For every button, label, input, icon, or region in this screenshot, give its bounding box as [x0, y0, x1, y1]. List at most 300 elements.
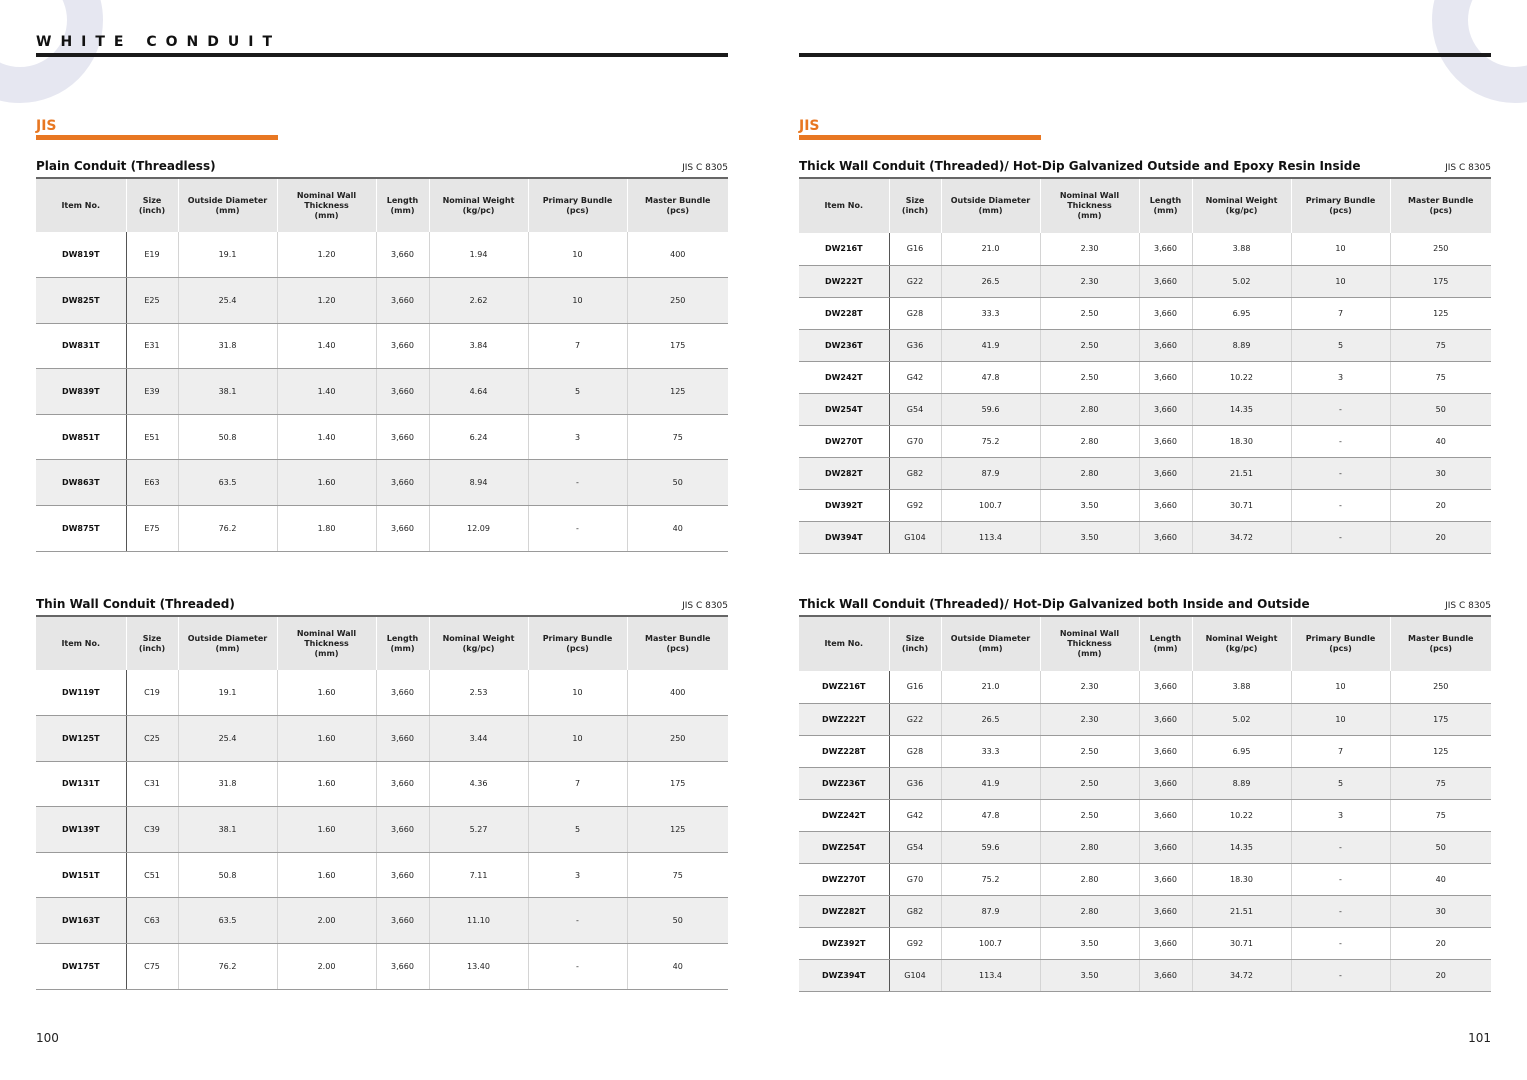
item-number-cell: DW242T	[799, 361, 889, 393]
table-cell: 50	[627, 460, 728, 506]
table-cell: 3,660	[1139, 297, 1192, 329]
spec-table-block	[36, 159, 728, 552]
column-header: Nominal Wall Thickness (mm)	[1040, 178, 1139, 233]
table-cell: 3	[1291, 361, 1390, 393]
table-cell: 175	[627, 761, 728, 807]
table-cell: 8.94	[429, 460, 528, 506]
table-cell: -	[1291, 457, 1390, 489]
table-cell: 400	[627, 670, 728, 716]
column-header: Master Bundle (pcs)	[1390, 616, 1491, 671]
table-cell: 3.50	[1040, 489, 1139, 521]
table-cell: 1.20	[277, 278, 376, 324]
table-cell: 113.4	[941, 521, 1040, 553]
header-rule	[799, 53, 1491, 57]
table-cell: 5	[528, 369, 627, 415]
table-cell: 3,660	[376, 506, 429, 552]
table-cell: G28	[889, 735, 941, 767]
table-cell: 3,660	[376, 369, 429, 415]
table-row	[799, 799, 1491, 831]
table-cell: -	[528, 460, 627, 506]
table-cell: 1.60	[277, 807, 376, 853]
table-cell: 2.80	[1040, 895, 1139, 927]
table-cell: 3,660	[376, 460, 429, 506]
section-tag: JIS	[799, 118, 820, 134]
standard-code: JIS C 8305	[682, 163, 728, 173]
table-row	[36, 898, 728, 944]
table-cell: G36	[889, 329, 941, 361]
table-cell: -	[1291, 489, 1390, 521]
spec-table	[36, 615, 728, 990]
table-cell: 34.72	[1192, 521, 1291, 553]
table-cell: 75.2	[941, 863, 1040, 895]
table-cell: 3.44	[429, 716, 528, 762]
column-header: Master Bundle (pcs)	[627, 616, 728, 670]
column-header: Length (mm)	[1139, 616, 1192, 671]
table-row	[799, 329, 1491, 361]
table-cell: 1.60	[277, 716, 376, 762]
table-row	[799, 927, 1491, 959]
table-cell: 31.8	[178, 323, 277, 369]
table-cell: 10	[1291, 671, 1390, 703]
table-cell: 34.72	[1192, 959, 1291, 991]
column-header: Outside Diameter (mm)	[941, 616, 1040, 671]
table-row	[799, 671, 1491, 703]
table-row	[799, 863, 1491, 895]
table-cell: 21.0	[941, 233, 1040, 265]
table-cell: 3,660	[376, 944, 429, 990]
table-cell: 1.60	[277, 460, 376, 506]
table-cell: 26.5	[941, 703, 1040, 735]
table-cell: 14.35	[1192, 831, 1291, 863]
table-heading	[799, 597, 1491, 615]
table-cell: 3,660	[376, 852, 429, 898]
table-cell: 10.22	[1192, 799, 1291, 831]
table-cell: 47.8	[941, 361, 1040, 393]
item-number-cell: DW131T	[36, 761, 126, 807]
table-row	[799, 265, 1491, 297]
table-cell: G42	[889, 361, 941, 393]
item-number-cell: DWZ216T	[799, 671, 889, 703]
item-number-cell: DW151T	[36, 852, 126, 898]
table-cell: 3,660	[1139, 233, 1192, 265]
table-cell: 3,660	[376, 670, 429, 716]
table-cell: E19	[126, 232, 178, 278]
table-cell: G28	[889, 297, 941, 329]
item-number-cell: DW254T	[799, 393, 889, 425]
table-cell: 13.40	[429, 944, 528, 990]
table-cell: E63	[126, 460, 178, 506]
table-cell: 1.20	[277, 232, 376, 278]
table-cell: 41.9	[941, 329, 1040, 361]
header-rule	[36, 53, 728, 57]
table-title: Plain Conduit (Threadless)	[36, 159, 216, 173]
table-cell: 3,660	[376, 807, 429, 853]
table-cell: 3.88	[1192, 233, 1291, 265]
table-cell: 33.3	[941, 735, 1040, 767]
table-row	[36, 414, 728, 460]
table-cell: C39	[126, 807, 178, 853]
table-cell: 38.1	[178, 369, 277, 415]
table-cell: E39	[126, 369, 178, 415]
table-cell: 50.8	[178, 414, 277, 460]
column-header: Nominal Wall Thickness (mm)	[277, 178, 376, 232]
table-cell: 18.30	[1192, 425, 1291, 457]
table-cell: 14.35	[1192, 393, 1291, 425]
table-cell: G104	[889, 959, 941, 991]
table-cell: 76.2	[178, 944, 277, 990]
table-header-row	[799, 616, 1491, 671]
item-number-cell: DW228T	[799, 297, 889, 329]
table-row	[799, 425, 1491, 457]
table-cell: G16	[889, 233, 941, 265]
table-cell: 30	[1390, 457, 1491, 489]
item-number-cell: DWZ394T	[799, 959, 889, 991]
item-number-cell: DWZ242T	[799, 799, 889, 831]
table-cell: -	[528, 506, 627, 552]
table-cell: 3	[528, 852, 627, 898]
table-cell: 3,660	[1139, 489, 1192, 521]
item-number-cell: DW875T	[36, 506, 126, 552]
table-cell: 5.02	[1192, 265, 1291, 297]
table-cell: 20	[1390, 927, 1491, 959]
column-header: Nominal Wall Thickness (mm)	[1040, 616, 1139, 671]
table-cell: 7	[528, 323, 627, 369]
standard-code: JIS C 8305	[682, 601, 728, 611]
item-number-cell: DW163T	[36, 898, 126, 944]
table-cell: 125	[1390, 297, 1491, 329]
table-cell: 2.80	[1040, 425, 1139, 457]
table-cell: -	[1291, 521, 1390, 553]
spec-table	[799, 615, 1491, 992]
table-cell: 3,660	[376, 232, 429, 278]
table-row	[36, 944, 728, 990]
table-cell: G92	[889, 927, 941, 959]
table-row	[36, 278, 728, 324]
table-cell: 3	[1291, 799, 1390, 831]
spec-table	[36, 177, 728, 552]
table-cell: 87.9	[941, 895, 1040, 927]
table-row	[799, 767, 1491, 799]
column-header: Nominal Wall Thickness (mm)	[277, 616, 376, 670]
table-cell: G70	[889, 863, 941, 895]
table-cell: 250	[627, 716, 728, 762]
table-cell: 50	[1390, 831, 1491, 863]
table-cell: 2.30	[1040, 265, 1139, 297]
column-header: Outside Diameter (mm)	[178, 616, 277, 670]
table-cell: 2.50	[1040, 799, 1139, 831]
table-cell: 2.50	[1040, 361, 1139, 393]
table-cell: 19.1	[178, 232, 277, 278]
column-header: Nominal Weight (kg/pc)	[429, 616, 528, 670]
table-header-row	[799, 178, 1491, 233]
table-cell: 21.0	[941, 671, 1040, 703]
table-title: Thick Wall Conduit (Threaded)/ Hot-Dip Galvanized Outside and Epoxy Resin Inside	[799, 159, 1361, 173]
item-number-cell: DW819T	[36, 232, 126, 278]
item-number-cell: DW851T	[36, 414, 126, 460]
table-cell: 125	[1390, 735, 1491, 767]
section-underline	[799, 135, 1041, 140]
table-cell: 175	[1390, 703, 1491, 735]
table-cell: 2.62	[429, 278, 528, 324]
column-header: Item No.	[36, 616, 126, 670]
item-number-cell: DWZ222T	[799, 703, 889, 735]
table-cell: 3.50	[1040, 959, 1139, 991]
table-cell: -	[1291, 425, 1390, 457]
table-cell: 250	[627, 278, 728, 324]
table-cell: 1.94	[429, 232, 528, 278]
table-cell: 30.71	[1192, 927, 1291, 959]
table-cell: 1.40	[277, 369, 376, 415]
table-cell: 7	[1291, 735, 1390, 767]
table-cell: 3,660	[1139, 265, 1192, 297]
spec-table-block	[799, 159, 1491, 554]
table-heading	[36, 159, 728, 177]
table-cell: 41.9	[941, 767, 1040, 799]
column-header: Item No.	[36, 178, 126, 232]
table-cell: 5	[1291, 767, 1390, 799]
table-cell: 2.50	[1040, 297, 1139, 329]
table-cell: 8.89	[1192, 329, 1291, 361]
table-cell: 10	[528, 716, 627, 762]
table-cell: 40	[1390, 425, 1491, 457]
table-row	[36, 761, 728, 807]
table-row	[799, 831, 1491, 863]
item-number-cell: DWZ236T	[799, 767, 889, 799]
table-heading	[36, 597, 728, 615]
table-row	[799, 457, 1491, 489]
table-row	[799, 361, 1491, 393]
table-cell: 10	[528, 278, 627, 324]
standard-code: JIS C 8305	[1445, 163, 1491, 173]
spec-table-block	[36, 597, 728, 990]
table-cell: 175	[627, 323, 728, 369]
table-cell: 3.84	[429, 323, 528, 369]
table-header-row	[36, 616, 728, 670]
column-header: Nominal Weight (kg/pc)	[429, 178, 528, 232]
column-header: Item No.	[799, 178, 889, 233]
table-cell: 30	[1390, 895, 1491, 927]
column-header: Nominal Weight (kg/pc)	[1192, 616, 1291, 671]
table-header-row	[36, 178, 728, 232]
table-cell: 20	[1390, 959, 1491, 991]
table-cell: 3	[528, 414, 627, 460]
section-underline	[36, 135, 278, 140]
table-cell: 2.00	[277, 944, 376, 990]
table-cell: G54	[889, 393, 941, 425]
table-row	[36, 852, 728, 898]
table-cell: 3,660	[1139, 703, 1192, 735]
item-number-cell: DW222T	[799, 265, 889, 297]
table-cell: 59.6	[941, 831, 1040, 863]
table-cell: 7	[528, 761, 627, 807]
table-cell: C19	[126, 670, 178, 716]
table-title: Thick Wall Conduit (Threaded)/ Hot-Dip Galvanized both Inside and Outside	[799, 597, 1310, 611]
table-cell: 63.5	[178, 898, 277, 944]
table-cell: 3,660	[1139, 863, 1192, 895]
table-cell: 3,660	[1139, 329, 1192, 361]
table-cell: E31	[126, 323, 178, 369]
table-row	[799, 703, 1491, 735]
table-cell: 2.80	[1040, 457, 1139, 489]
table-cell: 2.53	[429, 670, 528, 716]
table-cell: 1.40	[277, 414, 376, 460]
table-cell: 3,660	[376, 761, 429, 807]
table-cell: -	[1291, 863, 1390, 895]
table-row	[799, 521, 1491, 553]
table-cell: G82	[889, 895, 941, 927]
table-row	[36, 232, 728, 278]
table-cell: C31	[126, 761, 178, 807]
column-header: Size (inch)	[126, 616, 178, 670]
section-tag: JIS	[36, 118, 57, 134]
table-cell: 3.50	[1040, 521, 1139, 553]
table-cell: 100.7	[941, 927, 1040, 959]
item-number-cell: DW216T	[799, 233, 889, 265]
table-cell: 18.30	[1192, 863, 1291, 895]
table-cell: E75	[126, 506, 178, 552]
table-cell: 20	[1390, 521, 1491, 553]
table-cell: G70	[889, 425, 941, 457]
table-cell: 5	[528, 807, 627, 853]
column-header: Outside Diameter (mm)	[941, 178, 1040, 233]
table-cell: 40	[627, 506, 728, 552]
table-cell: 3.88	[1192, 671, 1291, 703]
column-header: Master Bundle (pcs)	[1390, 178, 1491, 233]
table-cell: 75	[1390, 799, 1491, 831]
table-cell: 21.51	[1192, 895, 1291, 927]
table-row	[36, 460, 728, 506]
table-cell: 2.50	[1040, 329, 1139, 361]
table-cell: 75	[1390, 329, 1491, 361]
table-cell: 7.11	[429, 852, 528, 898]
table-cell: 10	[528, 670, 627, 716]
table-cell: 2.30	[1040, 233, 1139, 265]
table-cell: 59.6	[941, 393, 1040, 425]
table-cell: 75	[627, 414, 728, 460]
table-cell: 250	[1390, 233, 1491, 265]
item-number-cell: DW270T	[799, 425, 889, 457]
table-cell: -	[1291, 831, 1390, 863]
table-row	[36, 506, 728, 552]
table-cell: 3,660	[1139, 927, 1192, 959]
item-number-cell: DW119T	[36, 670, 126, 716]
table-cell: 3,660	[1139, 959, 1192, 991]
column-header: Primary Bundle (pcs)	[528, 616, 627, 670]
spec-table-block	[799, 597, 1491, 992]
table-cell: G36	[889, 767, 941, 799]
table-cell: 10.22	[1192, 361, 1291, 393]
item-number-cell: DWZ282T	[799, 895, 889, 927]
table-cell: 3,660	[1139, 521, 1192, 553]
table-cell: 3.50	[1040, 927, 1139, 959]
page-number: 100	[36, 1031, 59, 1045]
table-cell: 1.60	[277, 670, 376, 716]
table-cell: 8.89	[1192, 767, 1291, 799]
table-cell: 250	[1390, 671, 1491, 703]
column-header: Size (inch)	[889, 616, 941, 671]
table-row	[36, 716, 728, 762]
table-cell: 3,660	[1139, 457, 1192, 489]
table-cell: 75.2	[941, 425, 1040, 457]
table-cell: 50.8	[178, 852, 277, 898]
table-cell: G92	[889, 489, 941, 521]
item-number-cell: DW392T	[799, 489, 889, 521]
table-cell: 33.3	[941, 297, 1040, 329]
item-number-cell: DWZ254T	[799, 831, 889, 863]
table-cell: 10	[1291, 703, 1390, 735]
item-number-cell: DW394T	[799, 521, 889, 553]
column-header: Item No.	[799, 616, 889, 671]
column-header: Master Bundle (pcs)	[627, 178, 728, 232]
table-row	[799, 489, 1491, 521]
table-cell: G16	[889, 671, 941, 703]
table-cell: 2.80	[1040, 393, 1139, 425]
table-cell: 47.8	[941, 799, 1040, 831]
table-cell: 1.60	[277, 852, 376, 898]
item-number-cell: DW831T	[36, 323, 126, 369]
item-number-cell: DW863T	[36, 460, 126, 506]
table-cell: 113.4	[941, 959, 1040, 991]
right-page	[799, 0, 1491, 1080]
item-number-cell: DW282T	[799, 457, 889, 489]
table-cell: 19.1	[178, 670, 277, 716]
table-cell: 125	[627, 807, 728, 853]
table-cell: 40	[627, 944, 728, 990]
table-cell: 3,660	[376, 716, 429, 762]
table-cell: 50	[1390, 393, 1491, 425]
table-cell: 2.50	[1040, 735, 1139, 767]
table-cell: -	[1291, 393, 1390, 425]
column-header: Size (inch)	[889, 178, 941, 233]
table-row	[36, 323, 728, 369]
table-cell: 2.50	[1040, 767, 1139, 799]
table-cell: 2.00	[277, 898, 376, 944]
table-row	[799, 297, 1491, 329]
table-cell: C75	[126, 944, 178, 990]
table-cell: 3,660	[376, 898, 429, 944]
table-cell: 3,660	[1139, 735, 1192, 767]
table-cell: G42	[889, 799, 941, 831]
item-number-cell: DWZ228T	[799, 735, 889, 767]
item-number-cell: DW825T	[36, 278, 126, 324]
item-number-cell: DW139T	[36, 807, 126, 853]
column-header: Primary Bundle (pcs)	[1291, 616, 1390, 671]
page-number: 101	[1468, 1031, 1491, 1045]
column-header: Nominal Weight (kg/pc)	[1192, 178, 1291, 233]
table-cell: 63.5	[178, 460, 277, 506]
table-cell: 3,660	[1139, 831, 1192, 863]
table-cell: 75	[627, 852, 728, 898]
table-cell: 38.1	[178, 807, 277, 853]
table-cell: C63	[126, 898, 178, 944]
table-cell: 3,660	[1139, 799, 1192, 831]
table-cell: -	[1291, 959, 1390, 991]
table-cell: 87.9	[941, 457, 1040, 489]
column-header: Primary Bundle (pcs)	[528, 178, 627, 232]
table-cell: 100.7	[941, 489, 1040, 521]
standard-code: JIS C 8305	[1445, 601, 1491, 611]
left-page	[36, 0, 728, 1080]
item-number-cell: DW236T	[799, 329, 889, 361]
item-number-cell: DW839T	[36, 369, 126, 415]
table-row	[36, 670, 728, 716]
table-cell: 26.5	[941, 265, 1040, 297]
table-cell: G82	[889, 457, 941, 489]
table-cell: 10	[1291, 265, 1390, 297]
table-cell: 3,660	[1139, 767, 1192, 799]
table-cell: 5	[1291, 329, 1390, 361]
table-cell: 1.60	[277, 761, 376, 807]
